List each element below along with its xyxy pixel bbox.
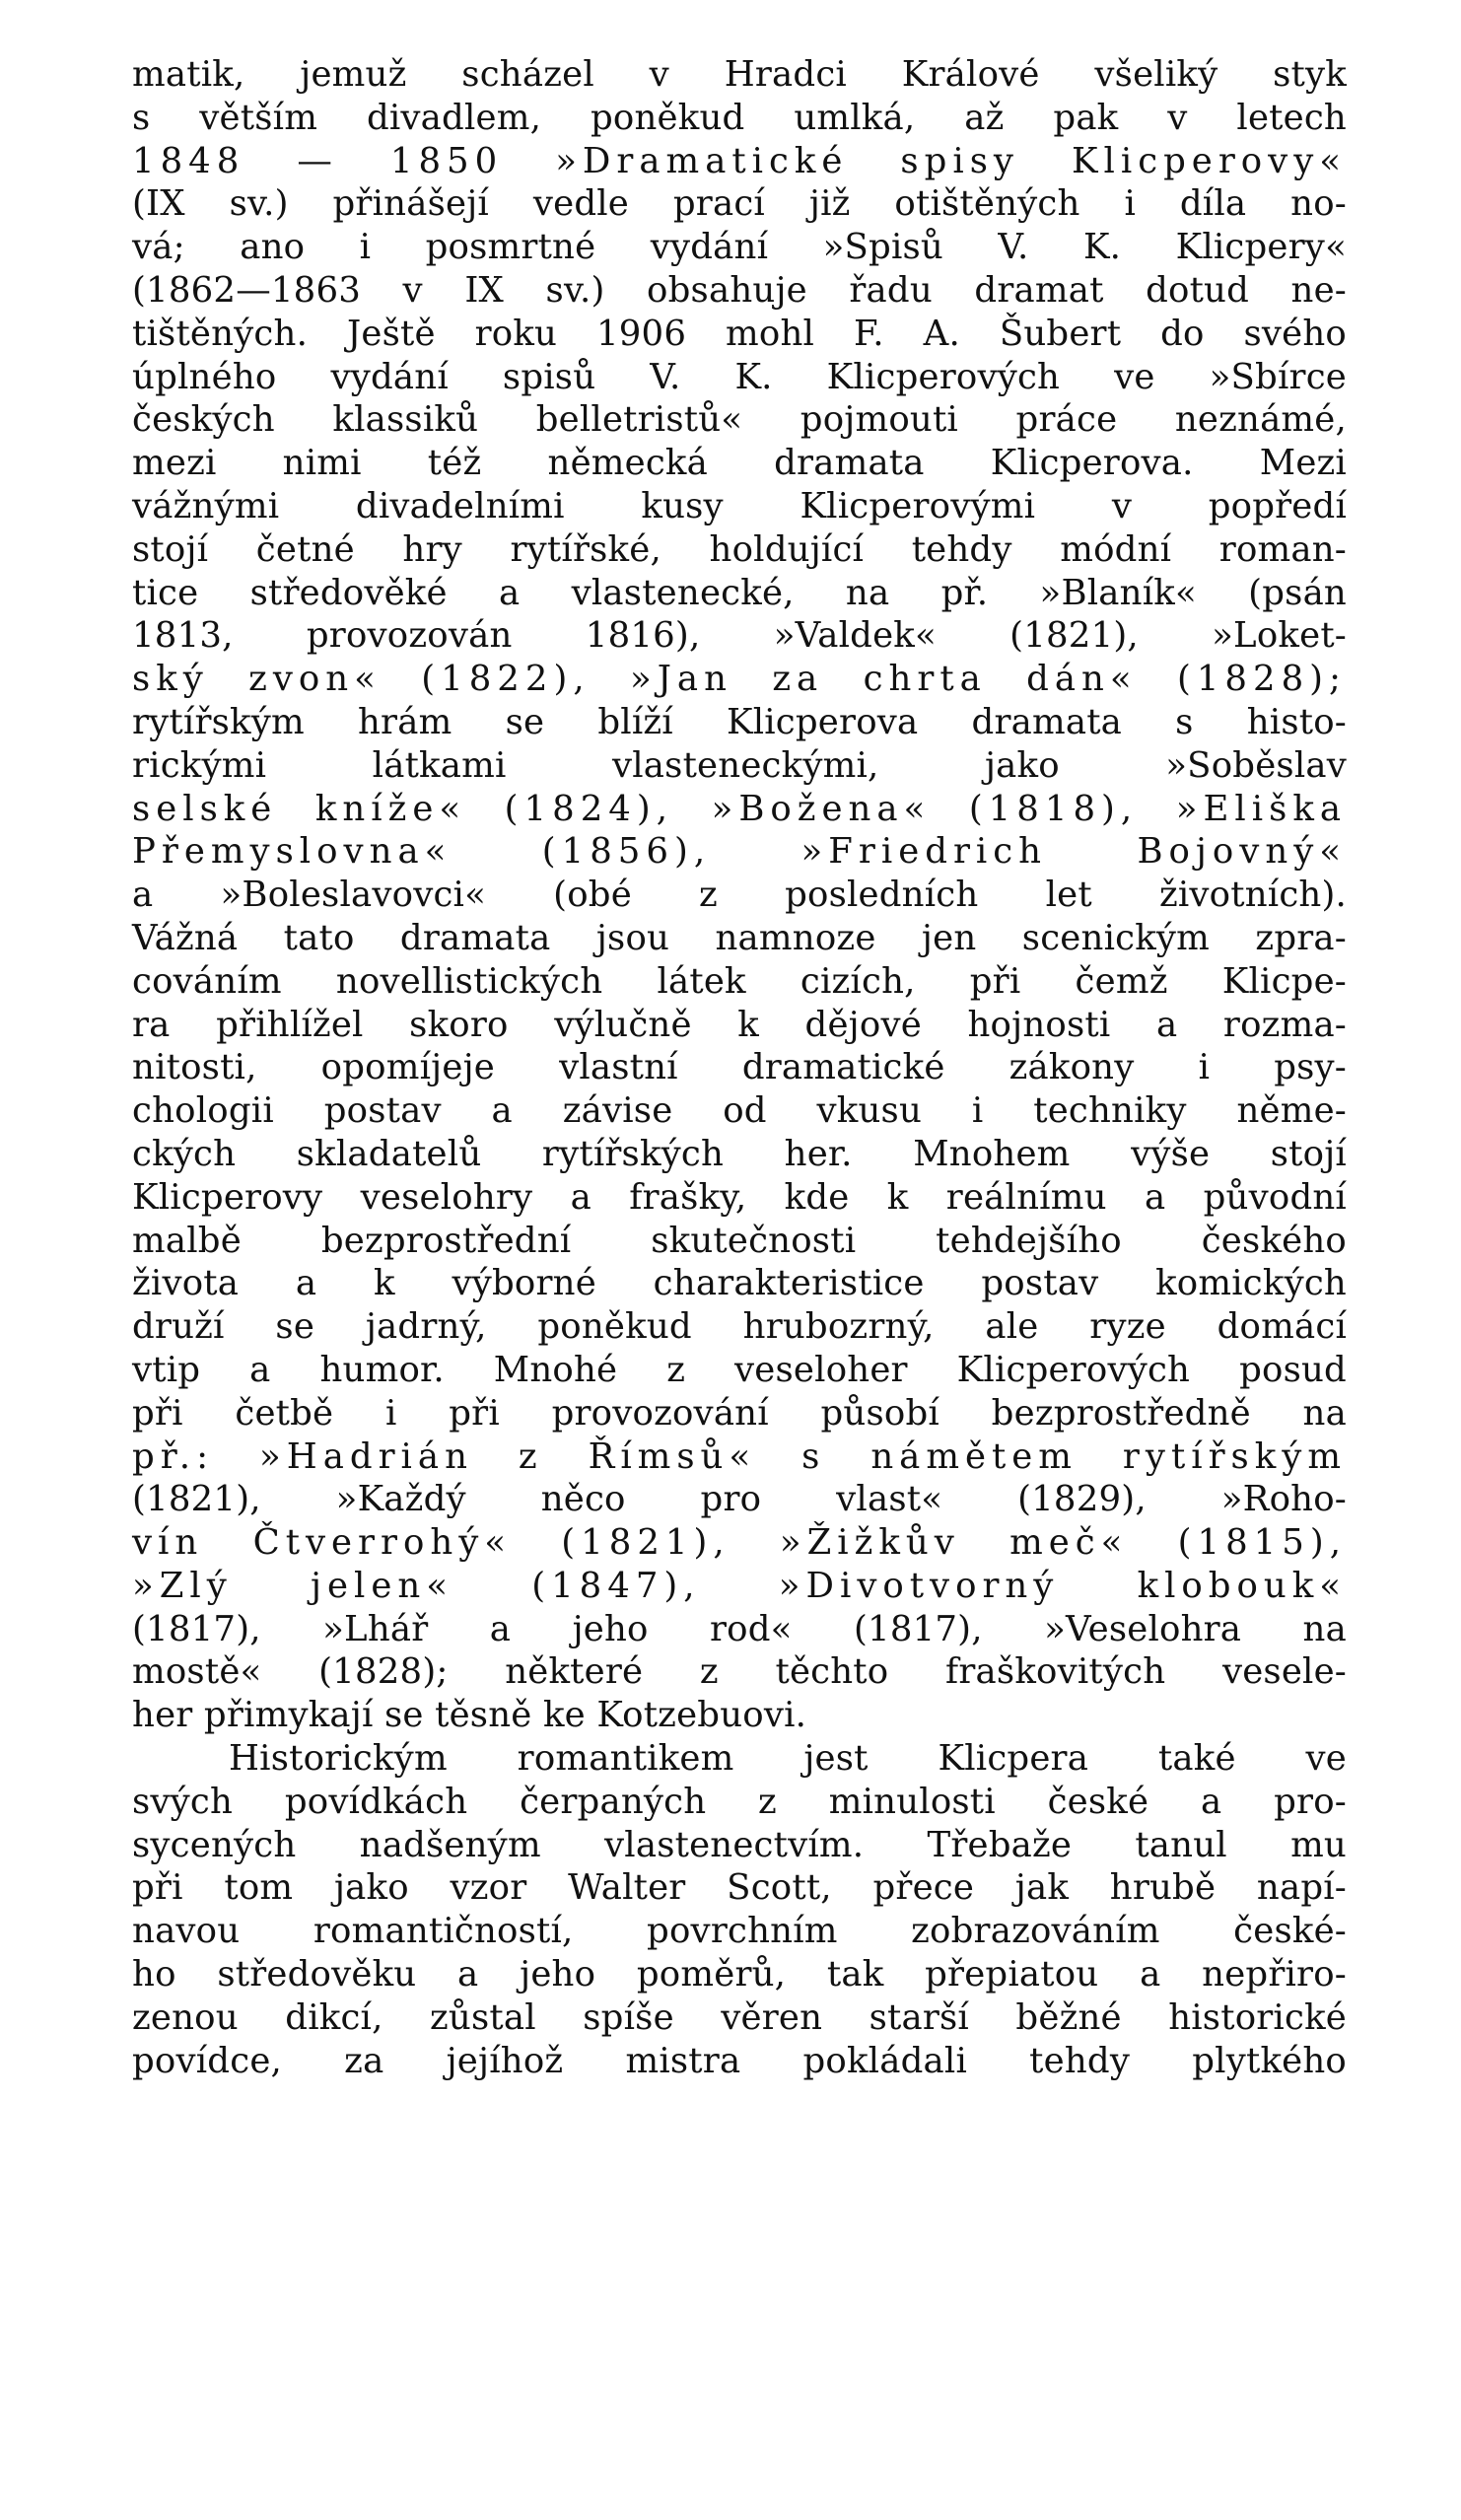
text-line: matik, jemuž scházel v Hradci Králové všeliký styk (132, 54, 1347, 95)
text-line: vá; ano i posmrtné vydání »Spisů V. K. Klicpery« (132, 227, 1347, 268)
text-line: Přemyslovna« (1856), »Friedrich Bojovný« (132, 831, 1347, 873)
book-page-text (132, 53, 1347, 2082)
text-line: s větším divadlem, poněkud umlká, až pak v letech (132, 97, 1347, 138)
text-line: úplného vydání spisů V. K. Klicperových ve »Sbírce (132, 356, 1347, 397)
text-line: 1813, provozován 1816), »Valdek« (1821), »Loket- (132, 615, 1347, 657)
text-line: vtip a humor. Mnohé z veseloher Klicperových posud (132, 1349, 1347, 1390)
text-line: »Zlý jelen« (1847), »Divotvorný klobouk« (132, 1565, 1347, 1606)
text-line: mezi nimi též německá dramata Klicperova. Mezi (132, 443, 1347, 484)
text-line: zenou dikcí, zůstal spíše věren starší běžné historické (132, 1996, 1347, 2038)
text-line: nitosti, opomíjeje vlastní dramatické zákony i psy- (132, 1047, 1347, 1088)
text-line: povídce, za jejíhož mistra pokládali tehdy plytkého (132, 2040, 1347, 2081)
text-line: českých klassiků belletristů« pojmouti práce neznámé, (132, 399, 1347, 441)
text-line: (1821), »Každý něco pro vlast« (1829), »Roho- (132, 1479, 1347, 1520)
text-line: př.: »Hadrián z Římsů« s námětem rytířským (132, 1435, 1347, 1477)
text-line: tice středověké a vlastenecké, na př. »Blaník« (psán (132, 572, 1347, 613)
text-line: života a k výborné charakteristice postav komických (132, 1263, 1347, 1304)
text-line: rickými látkami vlasteneckými, jako »Soběslav (132, 744, 1347, 786)
text-line: vín Čtverrohý« (1821), »Žižkův meč« (1815), (132, 1522, 1347, 1564)
text-line: ckých skladatelů rytířských her. Mnohem výše stojí (132, 1133, 1347, 1174)
text-line: vážnými divadelními kusy Klicperovými v popředí (132, 485, 1347, 526)
text-line: a »Boleslavovci« (obé z posledních let životních). (132, 875, 1347, 916)
text-line: svých povídkách čerpaných z minulosti české a pro- (132, 1781, 1347, 1822)
text-line: Klicperovy veselohry a frašky, kde k reálnímu a původní (132, 1176, 1347, 1218)
text-line: tištěných. Ještě roku 1906 mohl F. A. Šubert do svého (132, 313, 1347, 354)
text-line: sycených nadšeným vlastenectvím. Třebaže tanul mu (132, 1824, 1347, 1865)
text-line: (1817), »Lhář a jeho rod« (1817), »Veselohra na (132, 1608, 1347, 1649)
text-line: malbě bezprostřední skutečnosti tehdejšího českého (132, 1220, 1347, 1261)
text-line: stojí četné hry rytířské, holdující tehdy módní roman- (132, 528, 1347, 570)
text-line: Historickým romantikem jest Klicpera také ve (229, 1738, 1347, 1780)
text-line: 1848 — 1850 »Dramatické spisy Klicperovy« (132, 140, 1347, 181)
text-line: rytířským hrám se blíží Klicperova dramata s histo- (132, 701, 1347, 742)
text-line: ský zvon« (1822), »Jan za chrta dán« (1828); (132, 659, 1347, 700)
text-line: chologii postav a závise od vkusu i techniky něme- (132, 1090, 1347, 1132)
text-line: (1862—1863 v IX sv.) obsahuje řadu dramat dotud ne- (132, 269, 1347, 311)
text-line: ra přihlížel skoro výlučně k dějové hojnosti a rozma- (132, 1004, 1347, 1045)
text-line: mostě« (1828); některé z těchto fraškovitých vesele- (132, 1651, 1347, 1693)
text-line: navou romantičností, povrchním zobrazováním české- (132, 1911, 1347, 1952)
text-line: při četbě i při provozování působí bezprostředně na (132, 1392, 1347, 1434)
text-line: ho středověku a jeho poměrů, tak přepiatou a nepřiro- (132, 1954, 1347, 1995)
text-line: při tom jako vzor Walter Scott, přece jak hrubě napí- (132, 1867, 1347, 1909)
text-line: (IX sv.) přinášejí vedle prací již otištěných i díla no- (132, 183, 1347, 225)
text-line: druží se jadrný, poněkud hrubozrný, ale ryze domácí (132, 1306, 1347, 1348)
text-line: cováním novellistických látek cizích, při čemž Klicpe- (132, 960, 1347, 1002)
text-line: her přimykají se těsně ke Kotzebuovi. (132, 1695, 807, 1736)
text-line: Vážná tato dramata jsou namnoze jen scenickým zpra- (132, 917, 1347, 958)
text-line: selské kníže« (1824), »Božena« (1818), »Eliška (132, 788, 1347, 829)
